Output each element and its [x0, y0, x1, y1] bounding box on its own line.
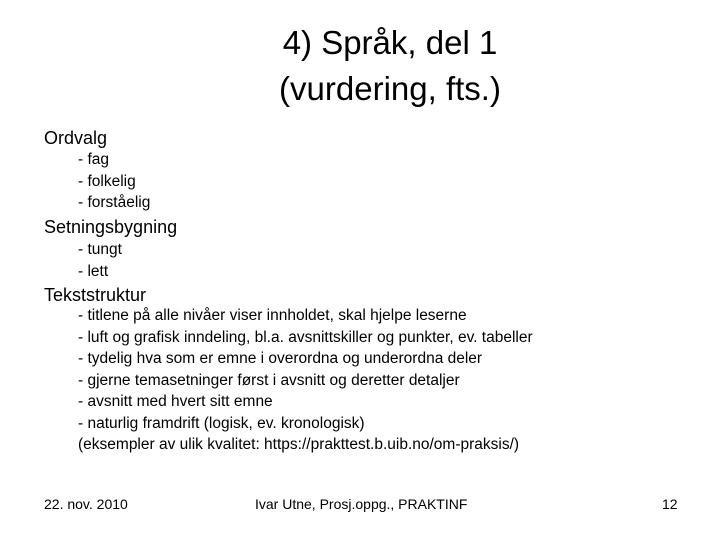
list-item: - tydelig hva som er emne i overordna og underordna deler [78, 350, 483, 367]
list-item: - lett [78, 262, 109, 280]
section-list-setningsbygning [78, 239, 122, 282]
list-item: - titlene på alle nivåer viser innholdet, skal hjelpe leserne [78, 307, 467, 324]
list-item: - luft og grafisk inndeling, bl.a. avsnittskiller og punkter, ev. tabeller [78, 328, 533, 346]
section-heading-ordvalg: Ordvalg [44, 128, 108, 148]
footer-author: Ivar Utne, Prosj.oppg., PRAKTINF [255, 496, 468, 512]
list-item: - gjerne temasetninger først i avsnitt og deretter detaljer [78, 371, 460, 389]
list-item: - fag [78, 151, 110, 168]
list-item: - forståelig [78, 194, 151, 211]
list-item: - tungt [78, 241, 122, 258]
footer-page-number: 12 [662, 496, 678, 512]
slide-title-line-2: (vurdering, fts.) [279, 70, 501, 107]
slide-title-line-1: 4) Språk, del 1 [282, 24, 498, 61]
section-list-ordvalg [78, 149, 150, 214]
list-item: - naturlig framdrift (logisk, ev. kronologisk) [78, 414, 365, 432]
slide-title [180, 20, 600, 112]
list-item: - folkelig [78, 172, 136, 190]
section-heading-setningsbygning: Setningsbygning [44, 217, 178, 237]
list-item: - avsnitt med hvert sitt emne [78, 393, 273, 410]
footer-date: 22. nov. 2010 [44, 496, 128, 512]
section-heading-tekststruktur: Tekststruktur [44, 285, 147, 305]
section-list-tekststruktur [78, 305, 533, 456]
list-item-examples-link[interactable]: (eksempler av ulik kvalitet: https://prakttest.b.uib.no/om-praksis/) [78, 436, 520, 453]
